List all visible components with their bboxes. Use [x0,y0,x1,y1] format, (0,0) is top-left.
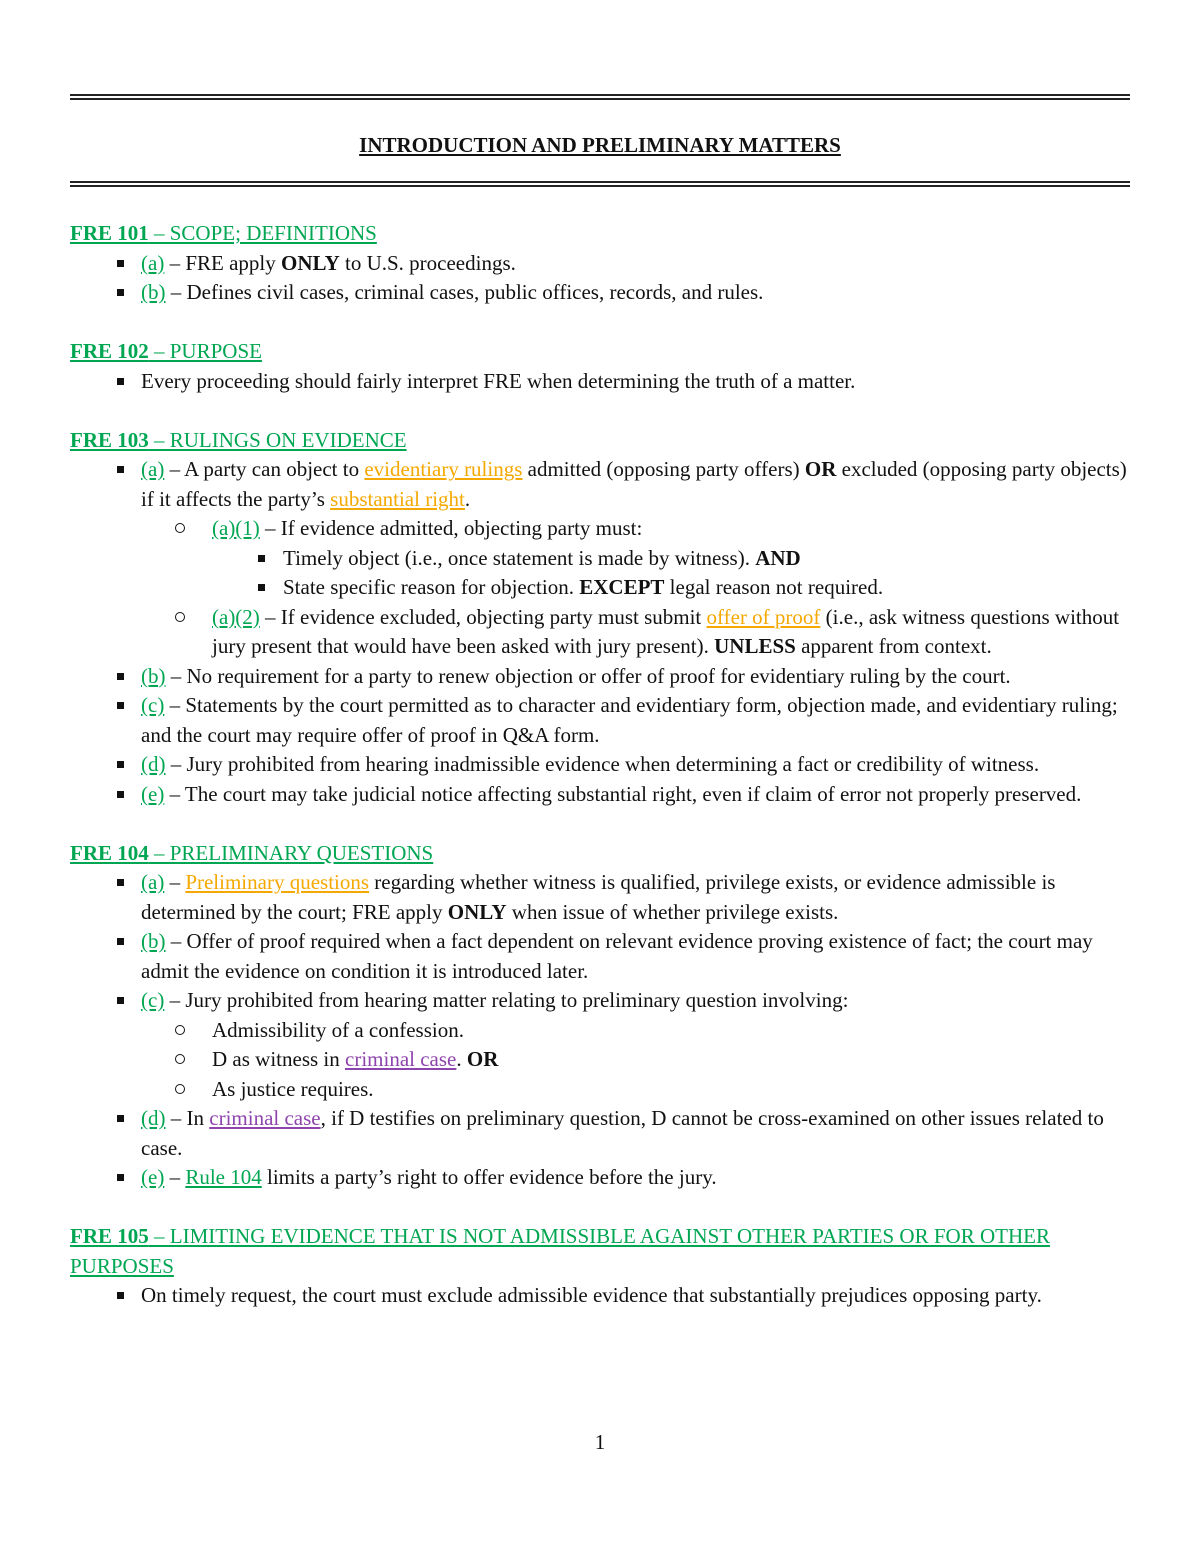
item-text: . [464,486,471,511]
emphasis: ONLY [280,250,340,275]
list-item [212,544,1130,574]
item-text: when issue of whether privilege exists. [506,899,839,924]
subsection-link[interactable]: (c) [141,988,165,1012]
rule-title: – PRELIMINARY QUESTIONS [148,840,434,865]
list-item [70,750,1130,780]
section-fre-105 [70,1222,1130,1311]
subsection-link[interactable]: (a) [141,457,165,481]
title-bottom-rule [70,181,1130,187]
section-fre-103 [70,426,1130,810]
key-term[interactable]: offer of proof [706,604,821,629]
item-text: Admissibility of a confession. [212,1017,464,1042]
item-text: As justice requires. [212,1076,374,1101]
section-heading [70,219,1130,249]
subsection-link[interactable]: (a)(2) [212,604,260,629]
item-text: – A party can object to [164,457,365,481]
item-text: limits a party’s right to offer evidence before the jury. [261,1165,717,1189]
section-fre-104 [70,839,1130,1193]
list-item [70,986,1130,1104]
item-text: – Statements by the court permitted as to character and evidentiary form, objection made, and evidentiary ruling; and the court may require offer of proof in Q&A form. [141,693,1118,747]
item-text: – In [165,1106,210,1130]
emphasis: OR [804,457,837,481]
section-heading [70,839,1130,869]
rule-link[interactable]: Rule 104 [185,1165,262,1189]
subsection-link[interactable]: (b) [141,663,166,688]
rule-list [70,455,1130,809]
key-term[interactable]: substantial right [330,486,465,511]
list-item [141,1075,1130,1105]
rule-list [70,367,1130,397]
list-item [70,780,1130,810]
item-text: – [164,1165,186,1189]
title-top-rule [70,94,1130,100]
item-text: , if D testifies on preliminary question, D cannot be cross-examined on other issues related to case. [141,1106,1104,1160]
emphasis: OR [466,1047,499,1071]
item-text: – Offer of proof required when a fact dependent on relevant evidence proving existence of fact; the court may admit the evidence on condition it is introduced later. [141,929,1093,983]
section-heading [70,1222,1130,1281]
rule-number: FRE 102 [70,339,149,363]
item-text: apparent from context. [795,634,992,658]
item-text: – FRE apply [164,250,281,275]
item-text: legal reason not required. [664,575,884,599]
page-title: INTRODUCTION AND PRELIMINARY MATTERS [359,133,841,157]
list-item [141,1016,1130,1046]
subsection-link[interactable]: (a)(1) [212,516,260,540]
subsection-link[interactable]: (d) [141,1106,166,1130]
section-fre-101 [70,219,1130,308]
subsection-link[interactable]: (c) [141,693,165,717]
item-text: – If evidence excluded, objecting party must submit [259,604,707,629]
item-text: – Defines civil cases, criminal cases, public offices, records, and rules. [165,280,764,304]
rule-title: – RULINGS ON EVIDENCE [148,427,407,452]
cross-reference-link[interactable]: criminal case [345,1047,457,1071]
section-fre-102 [70,337,1130,396]
emphasis: AND [755,545,801,570]
key-term[interactable]: Preliminary questions [185,870,370,894]
rule-list [70,1281,1130,1311]
item-text: regarding whether witness is qualified, privilege exists, or evidence admissible is determined by the court; FRE apply [141,870,1056,924]
list-item [70,1104,1130,1163]
list-item [141,514,1130,603]
list-item [70,691,1130,750]
subsection-link[interactable]: (e) [141,781,165,806]
item-text: State specific reason for objection. [283,575,580,599]
subsection-link[interactable]: (b) [141,280,166,304]
item-text: Timely object (i.e., once statement is made by witness). [283,545,756,570]
subsection-link[interactable]: (a) [141,250,165,275]
item-text: Every proceeding should fairly interpret FRE when determining the truth of a matter. [141,368,856,393]
rule-title: – SCOPE; DEFINITIONS [148,221,377,245]
item-text: D as witness in [212,1047,345,1071]
subsection-link[interactable]: (e) [141,1165,165,1189]
rule-list [70,868,1130,1193]
item-text: . [456,1047,467,1071]
rule-number: FRE 104 [70,840,149,865]
item-text: excluded (opposing party objects) if it affects the party’s [141,457,1127,511]
list-item [70,249,1130,279]
list-item [70,868,1130,927]
sub-list [141,514,1130,662]
list-item [70,367,1130,397]
item-text: to U.S. proceedings. [339,250,516,275]
list-item [70,662,1130,692]
list-item [70,1163,1130,1193]
item-text: – Jury prohibited from hearing matter relating to preliminary question involving: [164,988,849,1012]
key-term[interactable]: evidentiary rulings [364,457,523,481]
list-item [141,1045,1130,1075]
rule-number: FRE 103 [70,427,149,452]
page-number: 1 [594,1430,606,1454]
item-text: (i.e., ask witness questions without jury present that would have been asked with jury present). [212,604,1120,658]
item-text: – If evidence admitted, objecting party must: [259,516,643,540]
sub-sub-list [212,544,1130,603]
item-text: – Jury prohibited from hearing inadmissible evidence when determining a fact or credibility of witness. [165,752,1040,776]
item-text: – [164,870,186,894]
document-body [70,219,1130,1340]
list-item [212,573,1130,603]
rule-title: – PURPOSE [148,339,262,363]
item-text: On timely request, the court must exclude admissible evidence that substantially prejudices opposing party. [141,1283,1042,1307]
section-heading [70,337,1130,367]
subsection-link[interactable]: (a) [141,870,165,894]
sub-list [141,1016,1130,1105]
list-item [141,603,1130,662]
list-item [70,455,1130,662]
rule-list [70,249,1130,308]
section-heading [70,426,1130,456]
subsection-link[interactable]: (d) [141,752,166,776]
rule-number: FRE 105 [70,1224,149,1248]
emphasis: ONLY [447,899,507,924]
list-item [70,278,1130,308]
item-text: – No requirement for a party to renew objection or offer of proof for evidentiary ruling by the court. [165,663,1011,688]
subsection-link[interactable]: (b) [141,929,166,953]
item-text: admitted (opposing party offers) [522,457,805,481]
rule-title: – LIMITING EVIDENCE THAT IS NOT ADMISSIBLE AGAINST OTHER PARTIES OR FOR OTHER PURPOSES [70,1224,1050,1278]
item-text: – The court may take judicial notice affecting substantial right, even if claim of error not properly preserved. [164,781,1082,806]
list-item [70,927,1130,986]
rule-number: FRE 101 [70,221,149,245]
emphasis: EXCEPT [579,575,665,599]
cross-reference-link[interactable]: criminal case [209,1106,321,1130]
emphasis: UNLESS [714,634,796,658]
list-item [70,1281,1130,1311]
